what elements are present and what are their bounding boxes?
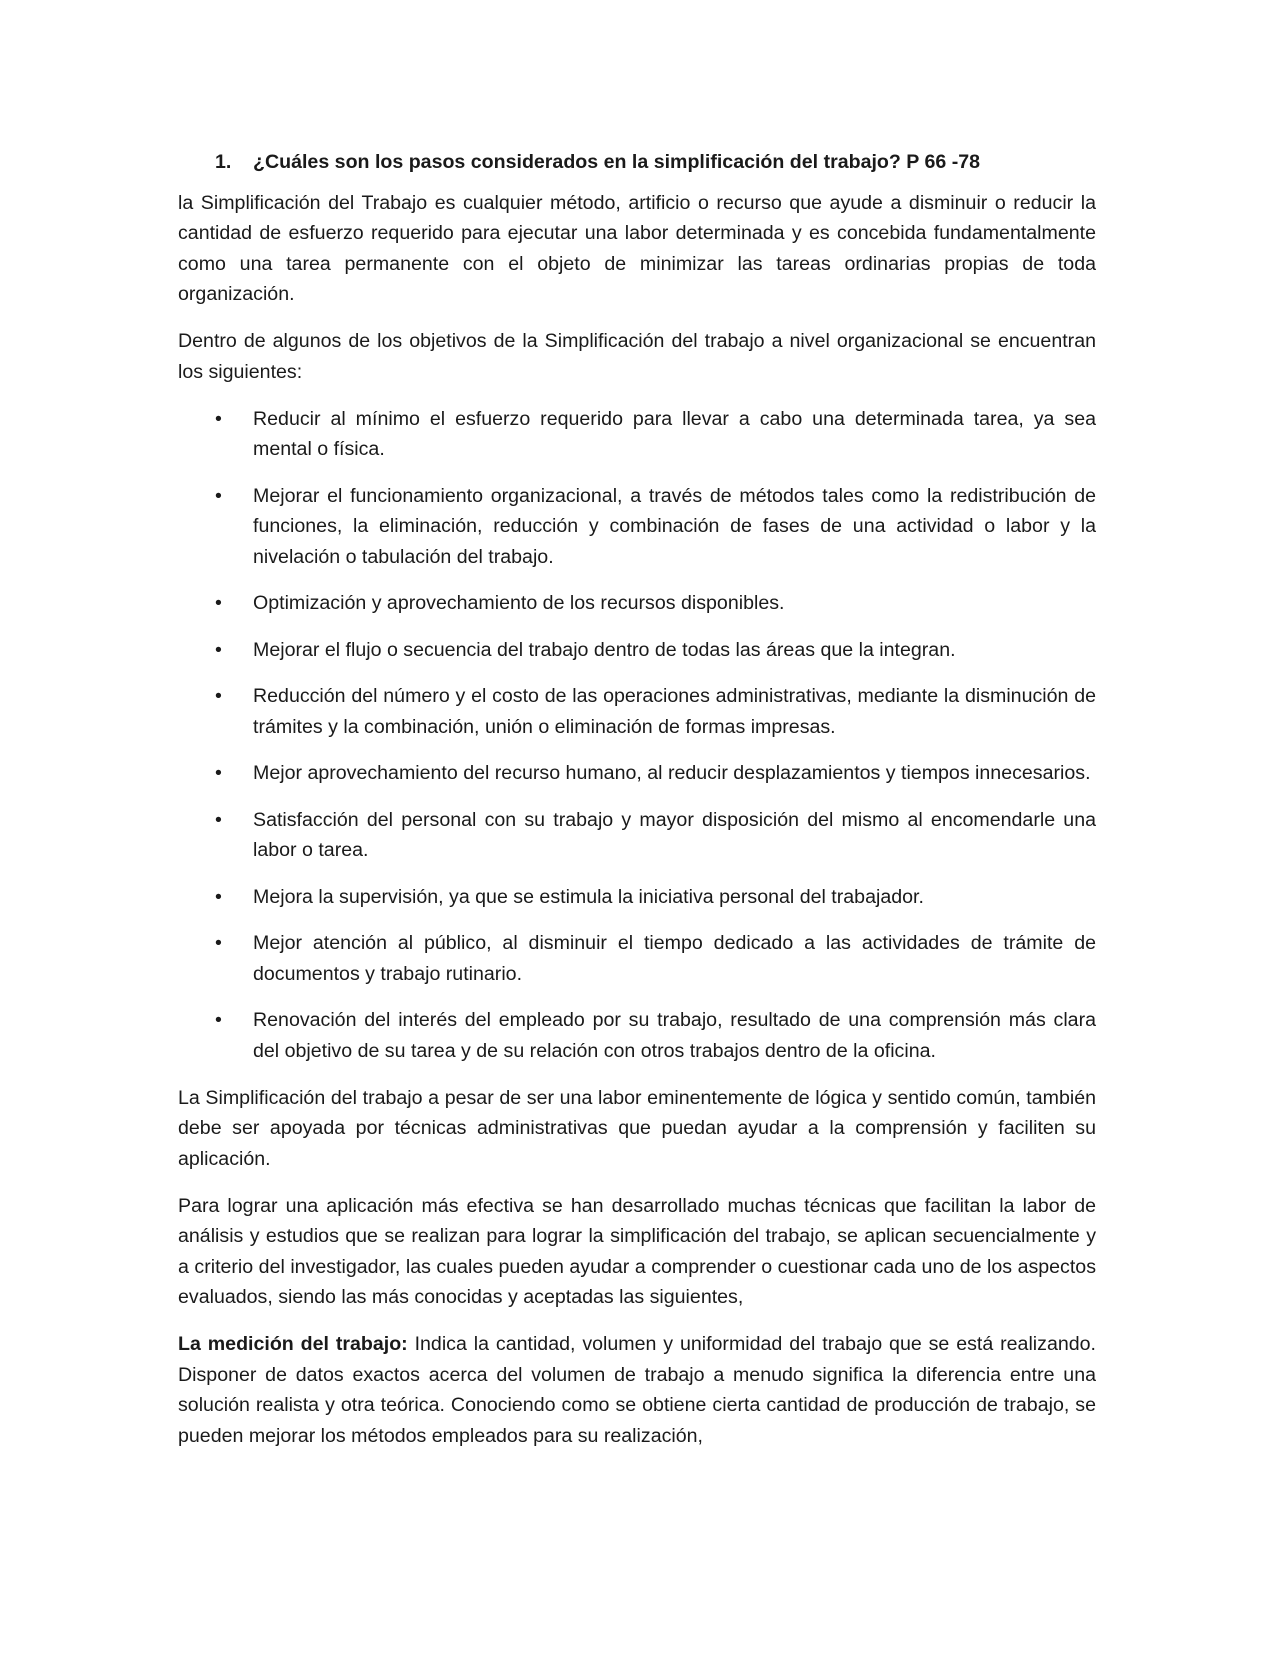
bullet-icon: •	[215, 808, 222, 831]
list-item-text: Mejorar el funcionamiento organizacional, a través de métodos tales como la redistribución de funciones, la eliminación, reducción y combinación de fases de una actividad o labor y la nivelación o tabulación del trabajo.	[253, 484, 1096, 568]
bullet-icon: •	[215, 762, 222, 784]
list-item-text: Mejor atención al público, al disminuir el tiempo dedicado a las actividades de trámite de documentos y trabajo rutinario.	[253, 932, 1096, 985]
question-heading	[178, 147, 1096, 178]
bullet-icon: •	[215, 685, 222, 707]
objectives-intro-paragraph: Dentro de algunos de los objetivos de la Simplificación del trabajo a nivel organizacional se encuentran los siguientes:	[178, 330, 1096, 383]
heading-text: ¿Cuáles son los pasos considerados en la simplificación del trabajo? P 66 -78	[253, 151, 981, 173]
bullet-icon: •	[215, 885, 222, 908]
measurement-text: Indica la cantidad, volumen y uniformidad del trabajo que se está realizando. Disponer de datos exactos acerca del volumen de trabajo a menudo significa la diferencia entre una solución realista y otra teórica. Conociendo como se obtiene cierta cantidad de producción de trabajo, se pueden mejorar los métodos empleados para su realización,	[178, 1333, 1096, 1447]
bullet-icon: •	[215, 484, 222, 507]
list-item-text: Reducción del número y el costo de las operaciones administrativas, mediante la disminución de trámites y la combinación, unión o eliminación de formas impresas.	[253, 685, 1096, 738]
intro-paragraph: la Simplificación del Trabajo es cualquier método, artificio o recurso que ayude a disminuir o reducir la cantidad de esfuerzo requerido para ejecutar una labor determinada y es concebida fundamentalmente como una tarea permanente con el objeto de minimizar las tareas ordinarias propias de toda organización.	[178, 191, 1096, 305]
list-item-text: Mejor aprovechamiento del recurso humano, al reducir desplazamientos y tiempos innecesarios.	[253, 762, 1091, 784]
measurement-paragraph	[178, 1329, 1096, 1451]
list-item	[178, 882, 1096, 913]
document-body	[178, 147, 1096, 1468]
list-item-text: Optimización y aprovechamiento de los recursos disponibles.	[253, 592, 785, 614]
heading-number: 1.	[215, 151, 232, 173]
list-item	[178, 681, 1096, 742]
techniques-paragraph: Para lograr una aplicación más efectiva se han desarrollado muchas técnicas que facilitan la labor de análisis y estudios que se realizan para lograr la simplificación del trabajo, se aplican secuencialmente y a criterio del investigador, las cuales pueden ayudar a comprender o cuestionar cada uno de los aspectos evaluados, siendo las más conocidas y aceptadas las siguientes,	[178, 1194, 1096, 1308]
list-item	[178, 758, 1096, 789]
bullet-icon: •	[215, 638, 222, 661]
list-item	[178, 481, 1096, 573]
bullet-icon: •	[215, 932, 222, 954]
list-item	[178, 1005, 1096, 1066]
list-item	[178, 928, 1096, 989]
list-item	[178, 635, 1096, 666]
list-item-text: Renovación del interés del empleado por su trabajo, resultado de una comprensión más clara del objetivo de su tarea y de su relación con otros trabajos dentro de la oficina.	[253, 1009, 1096, 1062]
list-item-text: Mejora la supervisión, ya que se estimula la iniciativa personal del trabajador.	[253, 885, 924, 908]
objectives-list	[178, 404, 1096, 1067]
list-item	[178, 588, 1096, 619]
bullet-icon: •	[215, 592, 222, 614]
list-item	[178, 404, 1096, 465]
list-item-text: Mejorar el flujo o secuencia del trabajo dentro de todas las áreas que la integran.	[253, 638, 956, 661]
measurement-label: La medición del trabajo:	[178, 1333, 408, 1355]
list-item	[178, 805, 1096, 866]
list-item-text: Reducir al mínimo el esfuerzo requerido para llevar a cabo una determinada tarea, ya sea mental o física.	[253, 407, 1096, 460]
logic-paragraph: La Simplificación del trabajo a pesar de ser una labor eminentemente de lógica y sentido común, también debe ser apoyada por técnicas administrativas que puedan ayudar a la comprensión y faciliten su aplicación.	[178, 1086, 1096, 1170]
bullet-icon: •	[215, 407, 222, 430]
list-item-text: Satisfacción del personal con su trabajo y mayor disposición del mismo al encomendarle una labor o tarea.	[253, 808, 1096, 861]
bullet-icon: •	[215, 1009, 222, 1031]
